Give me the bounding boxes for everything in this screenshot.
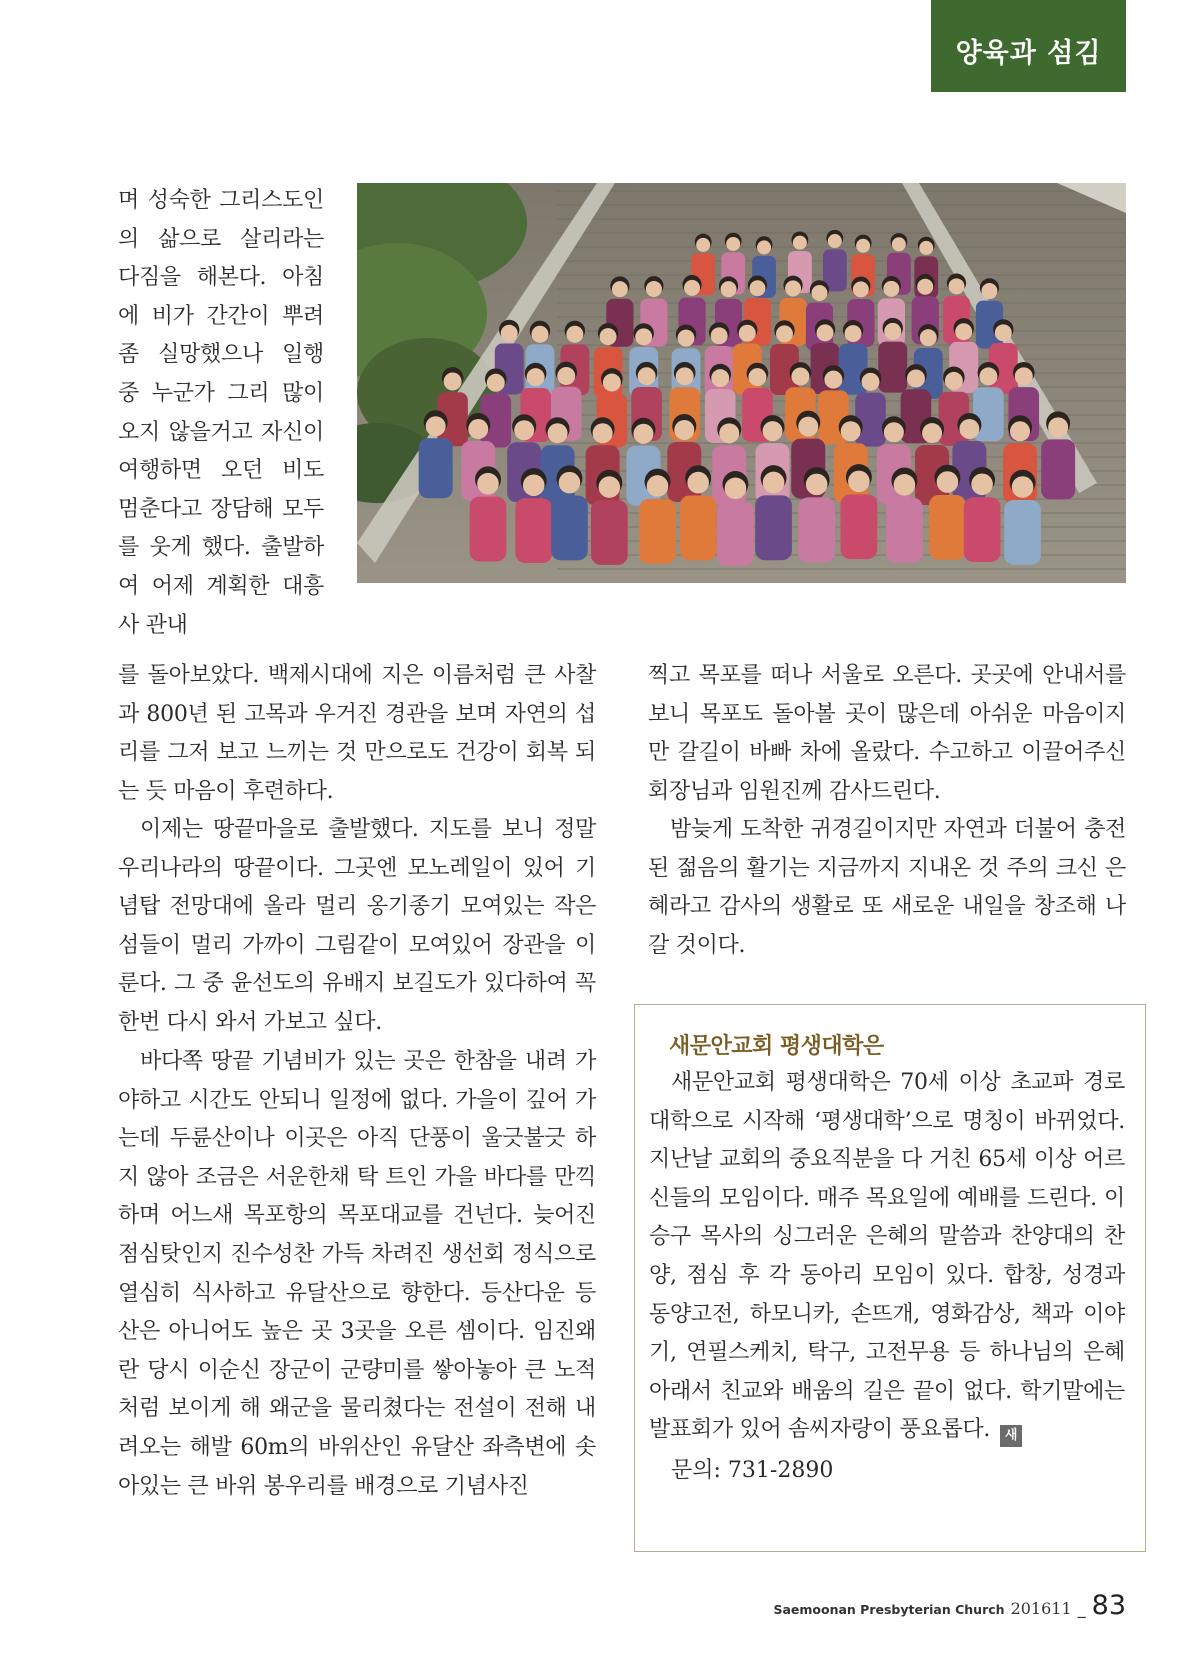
article-paragraph-2: 이제는 땅끝마을로 출발했다. 지도를 보니 정말 우리나라의 땅끝이다. 그곳엔 모노레일이 있어 기념탑 전망대에 올라 멀리 옹기종기 모여있는 작은 섬들이 멀리 가까이 그림같이 모여있어 장관을 이룬다. 그 중 윤선도의 유배지 보길도가 있다하여 꼭 한번 다시 와서 가보고 싶다. <box>118 817 596 1035</box>
footer-issue: 201611 <box>1010 1599 1072 1618</box>
article-paragraph-5: 밤늦게 도착한 귀경길이지만 자연과 더불어 충전된 젊음의 활기는 지금까지 지내온 것 주의 크신 은혜라고 감사의 생활로 또 새로운 내일을 창조해 나갈 것이다. <box>648 817 1126 958</box>
group-photo <box>357 183 1126 583</box>
article-paragraph-3: 바다쪽 땅끝 기념비가 있는 곳은 한참을 내려 가야하고 시간도 안되니 일정에 없다. 가을이 깊어 가는데 두륜산이나 이곳은 아직 단풍이 울긋불긋 하지 않아 조금은 서운한채 탁 트인 가을 바다를 만끽하며 어느새 목포항의 목포대교를 건넌다. 늦어진 점심탓인지 진수성찬 가득 차려진 생선회 정식으로 열심히 식사하고 유달산으로 향한다. 등산다운 등산은 아니어도 높은 곳 3곳을 오른 셈이다. 임진왜란 당시 이순신 장군이 군량미를 쌓아놓아 큰 노적처럼 보이게 해 왜군을 물리쳤다는 전설이 전해 내려오는 해발 60m의 바위산인 유달산 좌측변에 솟아있는 큰 바위 봉우리를 배경으로 기념사진 <box>118 1049 596 1499</box>
photo-person <box>929 465 966 560</box>
photo-person <box>841 464 878 559</box>
photo-person <box>755 465 792 560</box>
photo-person <box>878 318 907 393</box>
info-box-title: 새문안교회 평생대학은 <box>669 1034 884 1059</box>
photo-person <box>639 469 676 564</box>
end-mark-icon: 새 <box>1000 1425 1022 1447</box>
article-paragraph-1: 를 돌아보았다. 백제시대에 지은 이름처럼 큰 사찰과 800년 된 고목과 우거진 경관을 보며 자연의 섭리를 그저 보고 느끼는 것 만으로도 건강이 회복 되는 듯 마음이 후련하다. <box>118 663 596 804</box>
photo-person <box>914 324 943 399</box>
info-box-body <box>649 1064 1125 1450</box>
photo-person <box>515 468 552 563</box>
photo-person <box>770 320 799 395</box>
photo-person <box>886 468 923 563</box>
info-box <box>634 1004 1146 1552</box>
page-footer <box>773 1590 1126 1621</box>
photo-person <box>419 410 453 498</box>
photo-person <box>551 465 588 560</box>
photo-person <box>470 466 507 561</box>
photo-person <box>629 323 658 398</box>
footer-organization: Saemoonan Presbyterian Church <box>773 1602 1005 1617</box>
section-tab: 양육과 섬김 <box>931 0 1126 92</box>
article-paragraph-4: 찍고 목포를 떠나 서울로 오른다. 곳곳에 안내서를 보니 목포도 돌아볼 곳이 많은데 아쉬운 마음이지만 갈길이 바빠 차에 올랐다. 수고하고 이끌어주신 회장님과 임원진께 감사드린다. <box>648 663 1126 804</box>
photo-person <box>964 467 1001 562</box>
article-intro-paragraph: 며 성숙한 그리스도인의 삶으로 살리라는 다짐을 해본다. 아침에 비가 간간이 뿌려 좀 실망했으나 일행 중 누군가 그리 많이 오지 않을거고 자신이 여행하면 오던 비도 멈춘다고 장담해 모두를 웃게 했다. 출발하여 어제 계획한 대흥사 관내 <box>118 188 324 638</box>
contact-line: 문의: 731-2890 <box>671 1457 834 1483</box>
photo-person <box>591 470 628 565</box>
photo-person <box>823 230 847 292</box>
photo-person <box>680 465 717 560</box>
photo-person <box>1041 411 1075 499</box>
photo-person <box>1004 470 1041 565</box>
photo-person <box>798 467 835 562</box>
photo-person <box>437 367 468 446</box>
info-box-body-text: 새문안교회 평생대학은 70세 이상 초교파 경로대학으로 시작해 ‘평생대학’으로 명칭이 바뀌었다. 지난날 교회의 중요직분을 다 거친 65세 이상 어르신들의 모임이다. 매주 목요일에 예배를 드린다. 이승구 목사의 싱그러운 은혜의 말씀과 찬양대의 찬양, 점심 후 각 동아리 모임이 있다. 합창, 성경과 동양고전, 하모니카, 손뜨개, 영화감상, 책과 이야기, 연필스케치, 탁구, 고전무용 등 하나님의 은혜 아래서 친교와 배움의 길은 끝이 없다. 학기말에는 발표회가 있어 솜씨자랑이 풍요롭다. <box>649 1070 1125 1443</box>
footer-separator: _ <box>1077 1599 1086 1618</box>
page-number: 83 <box>1091 1590 1126 1621</box>
photo-person <box>717 471 754 566</box>
